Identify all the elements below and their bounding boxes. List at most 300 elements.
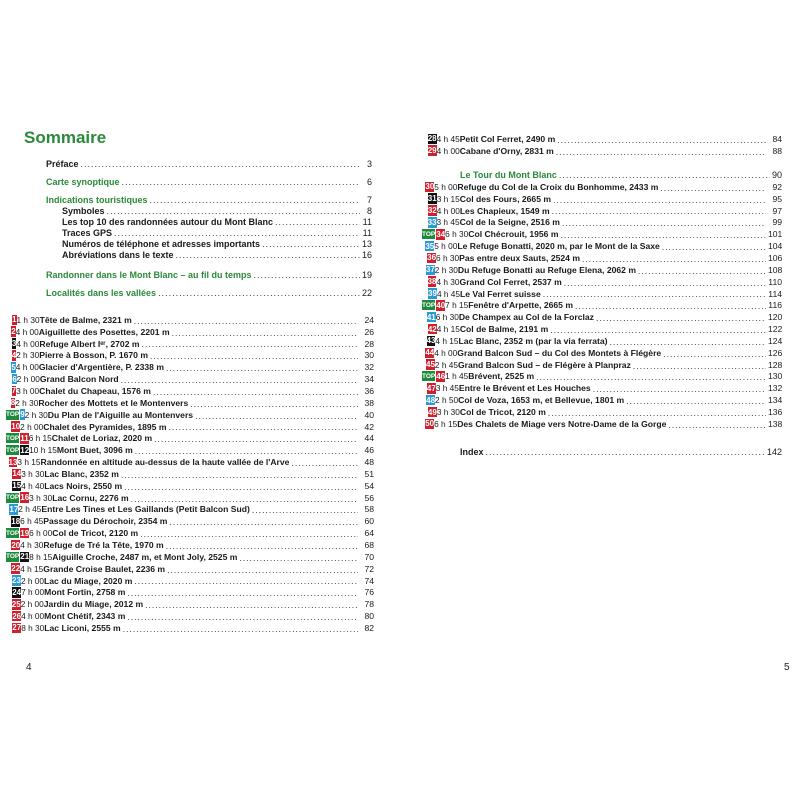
toc-entry[interactable] bbox=[62, 206, 372, 217]
route-row[interactable] bbox=[422, 394, 782, 406]
route-row[interactable] bbox=[6, 527, 374, 539]
route-number-badge: 32 bbox=[427, 206, 437, 216]
route-duration: 2 h 00 bbox=[16, 374, 40, 385]
route-row[interactable] bbox=[6, 444, 374, 456]
route-name: Randonnée en altitude au-dessus de la haute vallée de l'Arve bbox=[40, 457, 290, 468]
route-number-badge: 41 bbox=[426, 312, 436, 322]
route-duration: 4 h 00 bbox=[16, 338, 40, 349]
top-badge bbox=[422, 277, 427, 287]
top-badge: TOP bbox=[422, 372, 436, 380]
section-tour-du-mont-blanc[interactable] bbox=[460, 170, 782, 181]
route-row[interactable] bbox=[6, 610, 374, 622]
route-row[interactable] bbox=[422, 205, 782, 217]
route-row[interactable] bbox=[6, 622, 374, 634]
route-row[interactable] bbox=[422, 288, 782, 300]
route-row[interactable] bbox=[6, 575, 374, 587]
route-row[interactable] bbox=[422, 193, 782, 205]
route-page: 58 bbox=[364, 504, 374, 515]
route-page: 104 bbox=[768, 241, 783, 252]
route-page: 38 bbox=[364, 397, 374, 408]
route-row[interactable] bbox=[6, 456, 374, 468]
route-page: 126 bbox=[768, 347, 783, 358]
index-entry[interactable] bbox=[460, 447, 782, 458]
toc-entry-label: Symboles bbox=[62, 206, 105, 216]
route-page: 60 bbox=[364, 516, 374, 527]
route-name: Mont Fortin, 2758 m bbox=[44, 587, 126, 598]
route-page: 114 bbox=[768, 288, 782, 299]
route-number-badge: 35 bbox=[425, 241, 435, 251]
toc-entry[interactable] bbox=[46, 270, 372, 281]
toc-entry[interactable] bbox=[46, 288, 372, 299]
leader-dots bbox=[561, 230, 767, 240]
route-duration: 2 h 00 bbox=[20, 599, 44, 610]
top-badge bbox=[6, 374, 11, 384]
route-name: Col de la Seigne, 2516 m bbox=[459, 217, 560, 228]
top-badge bbox=[422, 241, 424, 251]
route-number-badge: 50 bbox=[425, 419, 435, 429]
route-duration: 6 h 30 bbox=[436, 252, 460, 263]
route-page: 99 bbox=[772, 217, 782, 228]
route-number-badge: 7 bbox=[11, 386, 17, 396]
route-name: Tête de Balme, 2321 m bbox=[39, 314, 132, 325]
route-duration: 4 h 00 bbox=[436, 145, 460, 156]
route-name: Col de Tricot, 2120 m bbox=[459, 407, 546, 418]
route-duration: 3 h 45 bbox=[435, 383, 459, 394]
leader-dots bbox=[150, 351, 358, 361]
route-row[interactable] bbox=[6, 373, 374, 385]
section-label: Le Tour du Mont Blanc bbox=[460, 170, 557, 180]
route-row[interactable] bbox=[6, 504, 374, 516]
route-name: Entre Les Tines et Les Gaillands (Petit Balcon Sud) bbox=[41, 504, 250, 515]
leader-dots bbox=[131, 494, 358, 504]
route-name: Chalet du Chapeau, 1576 m bbox=[39, 385, 151, 396]
route-number-badge: 44 bbox=[425, 348, 435, 358]
route-name: Lacs Noirs, 2550 m bbox=[44, 480, 123, 491]
route-number-badge: 49 bbox=[427, 407, 437, 417]
route-page: 51 bbox=[364, 468, 374, 479]
leader-dots bbox=[121, 375, 358, 385]
toc-entry[interactable] bbox=[62, 250, 372, 261]
route-name: Lac du Miage, 2020 m bbox=[44, 575, 133, 586]
leader-dots bbox=[150, 195, 360, 206]
route-row[interactable] bbox=[6, 338, 374, 350]
route-name: Le Val Ferret suisse bbox=[460, 288, 541, 299]
top-badge bbox=[6, 362, 10, 372]
route-name: Du Plan de l'Aiguille au Montenvers bbox=[47, 409, 194, 420]
route-name: Grand Balcon Sud – de Flégère à Planpraz bbox=[457, 359, 631, 370]
route-page: 36 bbox=[364, 385, 374, 396]
right-page bbox=[400, 0, 800, 800]
route-row[interactable] bbox=[422, 145, 782, 157]
leader-dots bbox=[638, 266, 766, 276]
top-badge bbox=[6, 327, 10, 337]
route-duration: 4 h 15 bbox=[435, 335, 459, 346]
toc-entry[interactable] bbox=[46, 159, 372, 170]
top-badge bbox=[6, 540, 10, 550]
leader-dots bbox=[548, 408, 766, 418]
top-badge bbox=[6, 587, 11, 597]
top-badge bbox=[6, 398, 10, 408]
route-name: Col de Balme, 2191 m bbox=[459, 324, 549, 335]
route-duration: 8 h 15 bbox=[29, 551, 53, 562]
route-page: 124 bbox=[768, 335, 783, 346]
route-row[interactable] bbox=[6, 385, 374, 397]
route-name: Aiguille Croche, 2487 m, et Mont Joly, 2525 m bbox=[52, 551, 238, 562]
top-badge: TOP bbox=[6, 553, 20, 561]
route-duration: 4 h 15 bbox=[20, 563, 44, 574]
route-duration: 4 h 40 bbox=[21, 480, 45, 491]
route-row[interactable] bbox=[6, 539, 374, 551]
route-name: Jardin du Miage, 2012 m bbox=[43, 599, 144, 610]
route-number-badge: 39 bbox=[428, 289, 437, 299]
route-page: 88 bbox=[772, 145, 782, 156]
route-number-badge: 47 bbox=[426, 383, 436, 393]
toc-entry[interactable] bbox=[62, 217, 372, 228]
route-duration: 6 h 45 bbox=[20, 516, 44, 527]
route-row[interactable] bbox=[422, 264, 782, 276]
leader-dots bbox=[172, 328, 358, 338]
route-duration: 8 h 30 bbox=[21, 622, 45, 633]
route-row[interactable] bbox=[6, 551, 374, 563]
route-page: 84 bbox=[772, 133, 782, 144]
leader-dots bbox=[557, 135, 766, 145]
route-duration: 7 h 00 bbox=[21, 587, 45, 598]
toc-entry[interactable] bbox=[46, 177, 372, 188]
route-page: 95 bbox=[772, 193, 782, 204]
route-page: 30 bbox=[364, 350, 374, 361]
toc-entry[interactable] bbox=[46, 195, 372, 206]
toc-entry-label: Indications touristiques bbox=[46, 195, 148, 205]
route-name: Pas entre deux Sauts, 2524 m bbox=[459, 252, 580, 263]
route-row[interactable] bbox=[422, 228, 782, 240]
top-badge bbox=[422, 194, 427, 204]
top-badge bbox=[6, 516, 10, 526]
leader-dots bbox=[127, 612, 358, 622]
leader-dots bbox=[121, 470, 358, 480]
toc-entry-page: 13 bbox=[361, 239, 372, 249]
route-number-badge: 14 bbox=[12, 469, 22, 479]
route-number-badge: 25 bbox=[11, 599, 21, 609]
leader-dots bbox=[550, 325, 766, 335]
route-name: Du Refuge Bonatti au Refuge Elena, 2062 m bbox=[457, 264, 636, 275]
leader-dots bbox=[135, 446, 358, 456]
route-page: 34 bbox=[364, 374, 374, 385]
route-row[interactable] bbox=[6, 492, 374, 504]
top-badge bbox=[422, 348, 424, 358]
route-name: Fenêtre d'Arpette, 2665 m bbox=[468, 300, 573, 311]
top-badge bbox=[422, 253, 426, 263]
route-page: 72 bbox=[364, 563, 374, 574]
route-number-badge: 20 bbox=[11, 540, 21, 550]
route-number-badge: 42 bbox=[427, 324, 437, 334]
leader-dots bbox=[169, 517, 358, 527]
route-row[interactable] bbox=[422, 311, 782, 323]
route-page: 74 bbox=[364, 575, 374, 586]
route-duration: 6 h 15 bbox=[434, 418, 458, 429]
route-duration: 2 h 00 bbox=[20, 421, 44, 432]
route-row[interactable] bbox=[422, 418, 782, 430]
route-page: 97 bbox=[772, 205, 782, 216]
route-row[interactable] bbox=[6, 326, 374, 338]
toc-entry-page: 22 bbox=[361, 288, 372, 298]
route-duration: 4 h 45 bbox=[436, 288, 461, 299]
leader-dots bbox=[262, 239, 360, 250]
route-row[interactable] bbox=[422, 181, 782, 193]
route-number-badge: 33 bbox=[427, 217, 437, 227]
route-page: 68 bbox=[364, 540, 374, 551]
route-row[interactable] bbox=[422, 217, 782, 229]
route-duration: 4 h 00 bbox=[21, 611, 45, 622]
route-row[interactable] bbox=[6, 409, 374, 421]
top-badge bbox=[422, 383, 426, 393]
route-row[interactable] bbox=[422, 276, 782, 288]
leader-dots bbox=[114, 228, 360, 239]
route-page: 46 bbox=[364, 445, 374, 456]
route-number-badge: 26 bbox=[12, 611, 22, 621]
leader-dots bbox=[167, 565, 358, 575]
route-name: Aiguillette des Posettes, 2201 m bbox=[38, 326, 170, 337]
top-badge bbox=[6, 386, 11, 396]
top-badge: TOP bbox=[6, 434, 20, 442]
toc-entry-label: Abréviations dans le texte bbox=[62, 250, 174, 260]
route-row[interactable] bbox=[6, 350, 374, 362]
toc-entry-page: 7 bbox=[366, 195, 372, 205]
top-badge bbox=[422, 360, 425, 370]
route-number-badge: 31 bbox=[427, 194, 437, 204]
route-row[interactable] bbox=[422, 300, 782, 312]
top-badge bbox=[422, 395, 425, 405]
route-page: 106 bbox=[768, 252, 783, 263]
route-name: Cabane d'Orny, 2831 m bbox=[459, 145, 554, 156]
route-number-badge: 2 bbox=[11, 327, 16, 337]
toc-entry-page: 11 bbox=[362, 228, 372, 238]
top-badge bbox=[6, 623, 11, 633]
route-page: 26 bbox=[364, 326, 374, 337]
toc-entry-label: Numéros de téléphone et adresses importants bbox=[62, 239, 261, 249]
leader-dots bbox=[122, 177, 360, 188]
leader-dots bbox=[668, 420, 766, 430]
route-row[interactable] bbox=[422, 323, 782, 335]
route-page: 110 bbox=[768, 276, 782, 287]
leader-dots bbox=[190, 399, 358, 409]
route-row[interactable] bbox=[6, 314, 374, 326]
toc-entry[interactable] bbox=[62, 239, 372, 250]
route-duration: 4 h 00 bbox=[15, 362, 39, 373]
toc-entry-page: 3 bbox=[366, 159, 372, 169]
page-title: Sommaire bbox=[24, 128, 107, 147]
route-page: 80 bbox=[364, 611, 374, 622]
route-row[interactable] bbox=[6, 433, 374, 445]
leader-dots bbox=[562, 218, 766, 228]
toc-entry-page: 19 bbox=[361, 270, 372, 280]
route-duration: 2 h 00 bbox=[20, 575, 45, 586]
route-name: Col de Voza, 1653 m, et Bellevue, 1801 m bbox=[458, 395, 625, 406]
route-name: Les Chapieux, 1549 m bbox=[459, 205, 550, 216]
route-name: Grande Croise Baulet, 2236 m bbox=[43, 563, 166, 574]
top-badge bbox=[422, 419, 424, 429]
route-number-badge: 8 bbox=[10, 398, 16, 408]
route-number-badge: 6 bbox=[12, 374, 17, 384]
route-number-badge: 23 bbox=[12, 576, 21, 586]
route-duration: 3 h 15 bbox=[17, 457, 41, 468]
route-page: 122 bbox=[768, 324, 783, 335]
leader-dots bbox=[575, 301, 766, 311]
route-name: Lac Cornu, 2276 m bbox=[52, 492, 129, 503]
leader-dots bbox=[626, 396, 766, 406]
route-page: 28 bbox=[364, 338, 374, 349]
route-number-badge: 36 bbox=[427, 253, 437, 263]
route-row[interactable] bbox=[422, 359, 782, 371]
route-number-badge: 34 bbox=[436, 229, 446, 239]
toc-entry-label: Localités dans les vallées bbox=[46, 288, 157, 298]
top-badge bbox=[422, 182, 424, 192]
leader-dots bbox=[275, 217, 360, 228]
route-row[interactable] bbox=[6, 480, 374, 492]
route-duration: 1 h 30 bbox=[16, 314, 40, 325]
top-badge bbox=[422, 324, 427, 334]
leader-dots bbox=[564, 278, 766, 288]
route-duration: 1 h 45 bbox=[445, 371, 469, 382]
leader-dots bbox=[124, 482, 358, 492]
route-number-badge: 48 bbox=[426, 395, 436, 405]
toc-entry[interactable] bbox=[62, 228, 372, 239]
route-page: 32 bbox=[364, 362, 374, 373]
route-row[interactable] bbox=[422, 347, 782, 359]
top-badge: TOP bbox=[422, 230, 436, 238]
leader-dots bbox=[593, 384, 766, 394]
route-number-badge: 12 bbox=[20, 445, 30, 455]
top-badge bbox=[422, 336, 426, 346]
route-duration: 4 h 15 bbox=[436, 324, 460, 335]
top-badge: TOP bbox=[6, 529, 20, 537]
route-duration: 2 h 30 bbox=[15, 397, 39, 408]
leader-dots bbox=[254, 270, 360, 281]
route-page: 120 bbox=[768, 312, 783, 323]
top-badge bbox=[6, 469, 11, 479]
route-row[interactable] bbox=[6, 468, 374, 480]
route-number-badge: 17 bbox=[9, 504, 19, 514]
route-row[interactable] bbox=[6, 421, 374, 433]
leader-dots bbox=[176, 250, 360, 261]
top-badge bbox=[6, 315, 11, 325]
route-page: 76 bbox=[364, 587, 374, 598]
leader-dots bbox=[660, 183, 766, 193]
toc-entry-label: Les top 10 des randonnées autour du Mont Blanc bbox=[62, 217, 274, 227]
leader-dots bbox=[582, 254, 766, 264]
route-row[interactable] bbox=[422, 371, 782, 383]
route-row[interactable] bbox=[422, 252, 782, 264]
toc-entry-label: Carte synoptique bbox=[46, 177, 120, 187]
route-number-badge: 19 bbox=[20, 528, 30, 538]
route-duration: 6 h 30 bbox=[435, 312, 459, 323]
top-badge bbox=[422, 134, 427, 144]
route-number-badge: 1 bbox=[12, 315, 17, 325]
leader-dots bbox=[134, 316, 358, 326]
route-name: Grand Balcon Sud – du Col des Montets à Flégère bbox=[457, 347, 662, 358]
route-name: Refuge du Col de la Croix du Bonhomme, 2433 m bbox=[457, 181, 659, 192]
top-badge: TOP bbox=[6, 411, 20, 419]
route-row[interactable] bbox=[6, 397, 374, 409]
route-row[interactable] bbox=[422, 406, 782, 418]
route-row[interactable] bbox=[422, 335, 782, 347]
route-page: 44 bbox=[364, 433, 374, 444]
route-row[interactable] bbox=[6, 598, 374, 610]
route-name: Grand Col Ferret, 2537 m bbox=[459, 276, 562, 287]
route-row[interactable] bbox=[422, 240, 782, 252]
route-number-badge: 21 bbox=[20, 552, 30, 562]
route-row[interactable] bbox=[6, 563, 374, 575]
route-page: 128 bbox=[768, 359, 783, 370]
top-badge: TOP bbox=[6, 494, 20, 502]
route-page: 54 bbox=[364, 480, 374, 491]
toc-entry-page: 6 bbox=[366, 177, 372, 187]
section-page: 90 bbox=[771, 170, 782, 180]
route-page: 64 bbox=[364, 528, 374, 539]
leader-dots bbox=[158, 288, 360, 299]
top-badge bbox=[6, 564, 10, 574]
route-name: Refuge de Tré la Tête, 1970 m bbox=[43, 540, 164, 551]
route-number-badge: 46 bbox=[436, 371, 446, 381]
route-name: Entre le Brévent et Les Houches bbox=[458, 383, 591, 394]
route-duration: 4 h 00 bbox=[434, 347, 458, 358]
leader-dots bbox=[127, 588, 358, 598]
route-duration: 2 h 45 bbox=[18, 504, 42, 515]
leader-dots bbox=[239, 553, 358, 563]
route-row[interactable] bbox=[6, 515, 374, 527]
leader-dots bbox=[142, 339, 358, 349]
route-page: 108 bbox=[768, 264, 783, 275]
toc-entry-page: 11 bbox=[362, 217, 372, 227]
route-name: Pierre à Bosson, P. 1670 m bbox=[39, 350, 148, 361]
route-name: Lac Liconi, 2555 m bbox=[44, 622, 121, 633]
leader-dots bbox=[553, 195, 766, 205]
route-row[interactable] bbox=[422, 382, 782, 394]
route-row[interactable] bbox=[422, 133, 782, 145]
route-row[interactable] bbox=[6, 587, 374, 599]
route-row[interactable] bbox=[6, 361, 374, 373]
route-duration: 3 h 00 bbox=[16, 385, 40, 396]
leader-dots bbox=[166, 541, 358, 551]
top-badge bbox=[6, 350, 11, 360]
leader-dots bbox=[153, 387, 358, 397]
leader-dots bbox=[140, 529, 358, 539]
route-name: Le Refuge Bonatti, 2020 m, par le Mont de la Saxe bbox=[457, 241, 660, 252]
route-duration: 3 h 15 bbox=[436, 193, 460, 204]
top-badge bbox=[422, 407, 427, 417]
route-number-badge: 11 bbox=[20, 433, 29, 443]
top-badge: TOP bbox=[6, 446, 20, 454]
leader-dots bbox=[556, 147, 766, 157]
leader-dots bbox=[610, 337, 766, 347]
leader-dots bbox=[123, 624, 358, 634]
route-page: 134 bbox=[768, 395, 783, 406]
top-badge bbox=[6, 611, 11, 621]
route-page: 101 bbox=[768, 229, 783, 240]
route-number-badge: 45 bbox=[426, 360, 435, 370]
route-name: Petit Col Ferret, 2490 m bbox=[459, 133, 556, 144]
route-number-badge: 9 bbox=[20, 410, 25, 420]
route-page: 24 bbox=[364, 314, 374, 325]
top-badge bbox=[422, 289, 427, 299]
route-page: 48 bbox=[364, 457, 374, 468]
route-name: Passage du Dérochoir, 2354 m bbox=[43, 516, 168, 527]
route-page: 138 bbox=[768, 418, 783, 429]
route-name: Grand Balcon Nord bbox=[39, 374, 119, 385]
leader-dots bbox=[536, 372, 766, 382]
leader-dots bbox=[166, 363, 358, 373]
route-name: Des Chalets de Miage vers Notre-Dame de la Gorge bbox=[457, 418, 667, 429]
leader-dots bbox=[663, 349, 766, 359]
